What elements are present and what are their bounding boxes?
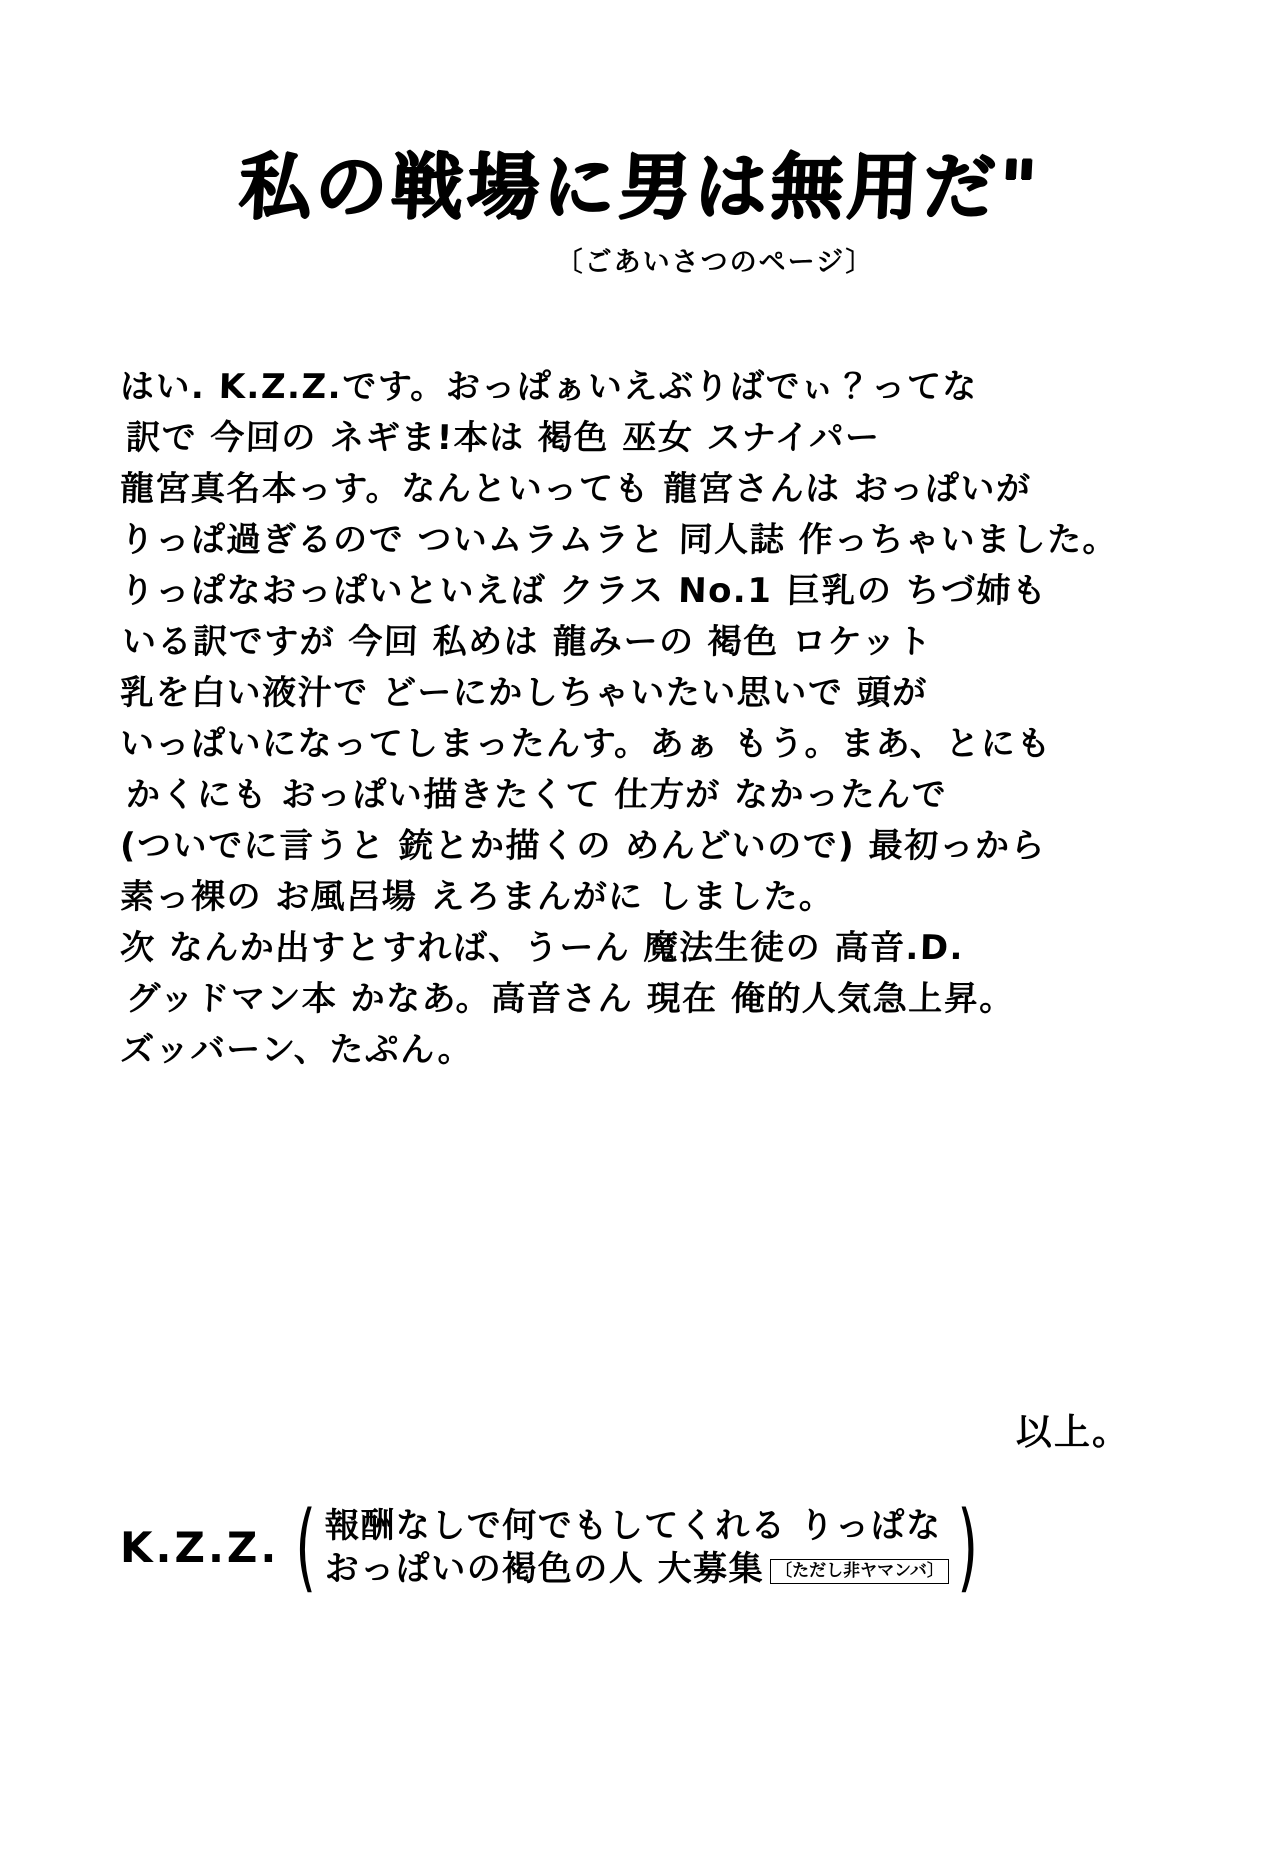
signature-name: K.Z.Z.: [120, 1523, 280, 1572]
page-title: 私の戦場に男は無用だ": [237, 145, 1043, 229]
text-line: りっぱなおっぱいといえば クラス No.1 巨乳の ちづ姉も: [119, 571, 1048, 611]
text-line: (ついでに言うと 銃とか描くの めんどいので) 最初っから: [119, 826, 1047, 866]
text-line: 乳を白い液汁で どーにかしちゃいたい思いで 頭が: [119, 673, 929, 713]
text-line: 次 なんか出すとすれば、うーん 魔法生徒の 高音.D.: [119, 928, 965, 968]
closing-text: 以上。: [1015, 1412, 1130, 1453]
text-line: りっぱ過ぎるので ついムラムラと 同人誌 作っちゃいました。: [119, 520, 1119, 560]
signature-line-text: おっぱいの褐色の人 大募集: [324, 1548, 765, 1589]
text-line: グッドマン本 かなあ。高音さん 現在 俺的人気急上昇。: [125, 979, 1016, 1019]
signature-block: [120, 1491, 1180, 1604]
text-line: はい. K.Z.Z.です。おっぱぁいえぶりばでぃ？ってな: [119, 367, 979, 407]
text-line: 素っ裸の お風呂場 えろまんがに しました。: [119, 877, 836, 917]
signature-line: 報酬なしで何でもしてくれる りっぱな: [324, 1506, 942, 1546]
signature-row: [120, 1491, 1180, 1604]
title-block: [0, 145, 1280, 279]
signature-line: [325, 1548, 949, 1591]
text-line: いる訳ですが 今回 私めは 龍みーの 褐色 ロケット: [121, 622, 934, 662]
text-line: 龍宮真名本っす。なんといっても 龍宮さんは おっぱいが: [119, 469, 1032, 509]
text-line: 訳で 今回の ネギま!本は 褐色 巫女 スナイパー: [125, 418, 881, 458]
text-line: かくにも おっぱい描きたくて 仕方が なかったんで: [125, 775, 948, 815]
text-line: いっぱいになってしまったんす。あぁ もう。まあ、とにも: [119, 724, 1053, 764]
signature-lines: [325, 1505, 949, 1590]
body-text: [119, 367, 1180, 1084]
text-line: ズッバーン、たぷん。: [119, 1030, 474, 1070]
page-subtitle: 〔ごあいさつのページ〕: [555, 246, 875, 278]
signature-note: 〔ただし非ヤマンバ〕: [770, 1559, 949, 1584]
paren-close: ): [957, 1491, 978, 1604]
paren-open: (: [295, 1491, 317, 1604]
